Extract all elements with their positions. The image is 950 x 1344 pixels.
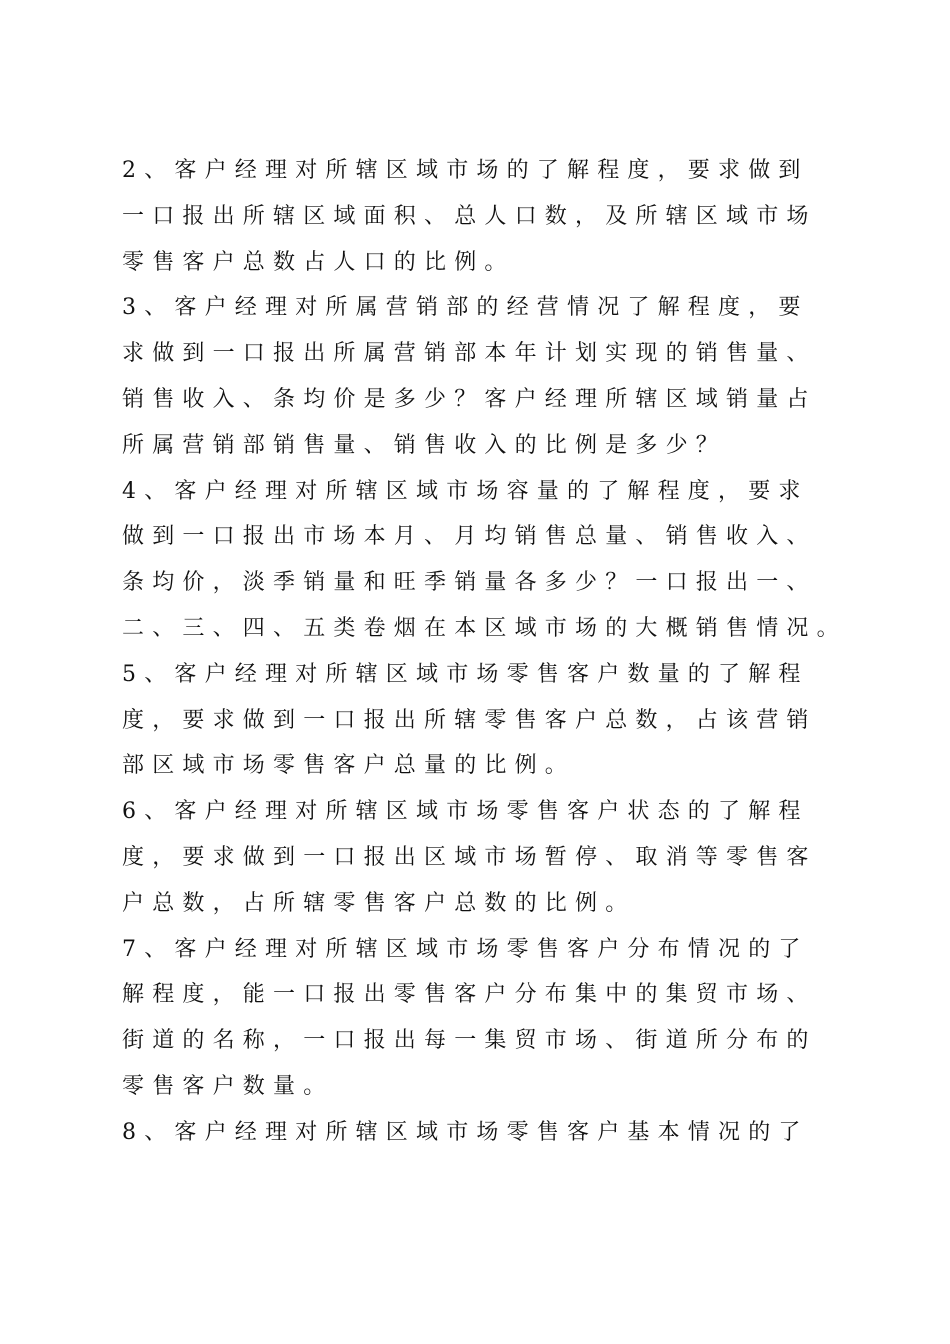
text-line: 街道的名称，一口报出每一集贸市场、街道所分布的 (122, 1028, 817, 1054)
text-line: 零售客户总数占人口的比例。 (122, 249, 515, 275)
text-line: 度，要求做到一口报出所辖零售客户总数，占该营销 (122, 707, 817, 733)
text-line: 零售客户数量。 (122, 1073, 334, 1099)
text-line: 4、客户经理对所辖区域市场容量的了解程度，要求 (122, 478, 809, 504)
text-line: 一口报出所辖区域面积、总人口数，及所辖区域市场 (122, 203, 817, 229)
text-line: 条均价，淡季销量和旺季销量各多少？一口报出一、 (122, 570, 817, 596)
text-line: 户总数，占所辖零售客户总数的比例。 (122, 890, 636, 916)
document-body (122, 148, 847, 1156)
text-line: 做到一口报出市场本月、月均销售总量、销售收入、 (122, 524, 817, 550)
text-line: 解程度，能一口报出零售客户分布集中的集贸市场、 (122, 982, 817, 1008)
text-line: 8、客户经理对所辖区域市场零售客户基本情况的了 (122, 1119, 809, 1145)
text-line: 2、客户经理对所辖区域市场的了解程度，要求做到 (122, 158, 809, 183)
text-line: 6、客户经理对所辖区域市场零售客户状态的了解程 (122, 799, 809, 825)
text-line: 求做到一口报出所属营销部本年计划实现的销售量、 (122, 341, 817, 367)
text-line: 3、客户经理对所属营销部的经营情况了解程度，要 (122, 295, 809, 321)
text-line: 5、客户经理对所辖区域市场零售客户数量的了解程 (122, 661, 809, 687)
text-line: 部区域市场零售客户总量的比例。 (122, 753, 576, 779)
text-line: 销售收入、条均价是多少？客户经理所辖区域销量占 (122, 386, 817, 412)
text-line: 所属营销部销售量、销售收入的比例是多少？ (122, 432, 727, 458)
text-line: 度，要求做到一口报出区域市场暂停、取消等零售客 (122, 844, 817, 870)
text-line: 二、三、四、五类卷烟在本区域市场的大概销售情况。 (122, 615, 847, 641)
text-line: 7、客户经理对所辖区域市场零售客户分布情况的了 (122, 936, 809, 962)
